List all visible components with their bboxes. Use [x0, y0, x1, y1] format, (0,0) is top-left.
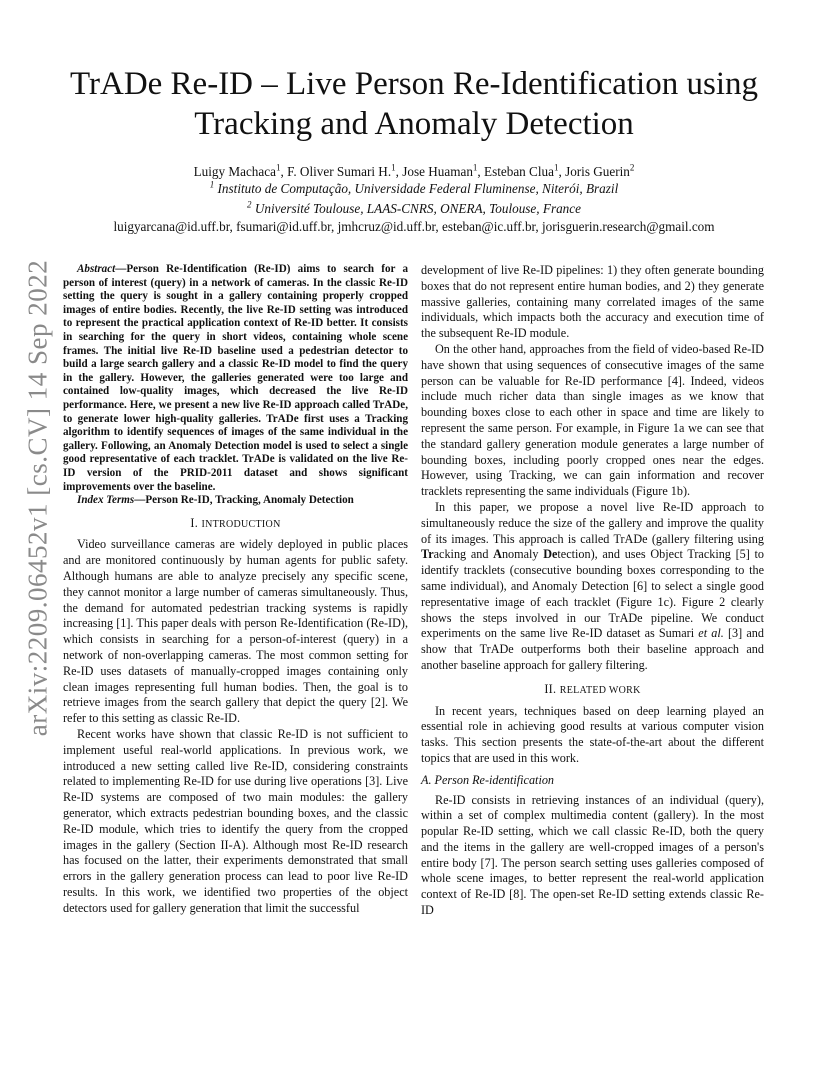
title-line-1: TrADe Re-ID – Live Person Re-Identification using: [70, 66, 758, 102]
author-emails: luigyarcana@id.uff.br, fsumari@id.uff.br, jmhcruz@id.uff.br, esteban@ic.uff.br, jorisguerin.research@gmail.com: [113, 219, 715, 234]
affiliation-2: $^2$ Université Toulouse, LAAS-CNRS, ONERA, Toulouse, France: [247, 199, 581, 216]
intro-paragraph-4: On the other hand, approaches from the field of video-based Re-ID have shown that using sequences of consecutive images of the same person can be valuable for Re-ID performance [4]. Indeed, videos include much richer data than single images as we know that bounding boxes close to each other in space and time are likely to represent the same person. For example, in Figure 1a we can see that the standard gallery generation module generates a large number of bounding boxes, including poorly cropped ones near the edges. However, using Tracking, we can gain information and recover tracklets representing the same individuals (Figure 1b).: [421, 341, 764, 499]
related-paragraph-1: In recent years, techniques based on deep learning played an essential role in achieving good results at various computer vision tasks. This section presents the state-of-the-art about the different topics that are used in this work.: [421, 703, 764, 765]
author: Luigy Machaca: [193, 164, 276, 179]
reid-paragraph-1: Re-ID consists in retrieving instances of an individual (query), within a set of complex multimedia content (gallery). In the most popular Re-ID setting, which we call classic Re-ID, both the query and the items in the gallery are well-cropped images of a person's entire body [7]. The person search setting uses galleries composed of whole scene images, to better represent the real-world application context of Re-ID [8]. The open-set Re-ID setting extends classic Re-ID: [421, 792, 764, 918]
author: F. Oliver Sumari H.: [287, 164, 392, 179]
right-column: [421, 263, 764, 919]
author: Jose Huaman: [402, 164, 473, 179]
section-heading-related-work: II. RELATED WORK: [544, 681, 641, 696]
author-list: Luigy Machaca$^1$, F. Oliver Sumari H.$^1$, Jose Huaman$^1$, Esteban Clua$^1$, Joris Guerin$^2$: [193, 162, 635, 179]
subsection-heading-person-reid: A. Person Re-identification: [421, 772, 555, 787]
section-heading-introduction: I. INTRODUCTION: [190, 515, 281, 530]
arxiv-identifier: arXiv:2209.06452v1 [cs.CV] 14 Sep 2022: [22, 259, 53, 737]
paper-title: [40, 64, 788, 144]
intro-paragraph-1: Video surveillance cameras are widely deployed in public places and are monitored continuously by human agents for public safety. Although humans are able to analyze precisely any specific scene, they cannot monitor a large number of cameras simultaneously. Thus, the demand for automated pedestrian tracking systems is rapidly increasing [1]. This paper deals with person Re-Identification (Re-ID), which consists in searching for a person-of-interest (query) in a network of non-overlapping cameras. The most common setting for Re-ID uses datasets of manually-cropped images containing only clean images representing full human bodies. Then, the goal is to retrieve images from the search gallery that depict the query [2]. We refer to this setting as classic Re-ID.: [63, 537, 408, 726]
abstract: Abstract—Person Re-Identification (Re-ID) aims to search for a person of interest (query) in a network of cameras. In the classic Re-ID setting the query is sought in a gallery containing properly cropped images of entire bodies. Recently, the live Re-ID setting was introduced to represent the practical application context of Re-ID better. It consists in searching for the query in short videos, containing whole scene frames. The initial live Re-ID baseline used a pedestrian detector to build a large search gallery and a classic Re-ID model to find the query in the gallery. However, the galleries generated were too large and contained low-quality images, which decreased the live Re-ID performance. Here, we present a new live Re-ID approach called TrADe, to generate lower high-quality galleries. TrADe first uses a Tracking algorithm to identify sequences of images of the same individual in the gallery. Following, an Anomaly Detection model is used to select a single good representative of each tracklet. TrADe is validated on the live Re-ID version of the PRID-2011 dataset and shows significant improvements over the baseline.: [63, 263, 408, 493]
index-terms: Index Terms—Person Re-ID, Tracking, Anomaly Detection: [77, 494, 354, 507]
intro-paragraph-3: development of live Re-ID pipelines: 1) they often generate bounding boxes that do not represent entire human bodies, and 2) they generate massive galleries, containing many correlated images of the same individuals, which impacts both the accuracy and execution time of the subsequent Re-ID module.: [421, 263, 764, 341]
author: Esteban Clua: [484, 164, 554, 179]
intro-paragraph-2: Recent works have shown that classic Re-ID is not sufficient to implement useful real-world applications. In previous work, we introduced a new setting called live Re-ID, considering constraints related to implementing Re-ID for use during live operations [3]. Live Re-ID systems are composed of two main modules: the gallery generator, which extracts pedestrian bounding boxes, and the classic Re-ID module, which tries to identify the query from the cropped images in the gallery (Section II-A). Although most Re-ID research has focused on the latter, their experiments demonstrated that small errors in the gallery generation process can lead to poor live Re-ID results. In this work, we identified two properties of the object detectors used for gallery generation that limit the successful: [63, 727, 408, 915]
intro-paragraph-5: In this paper, we propose a novel live Re-ID approach to simultaneously reduce the size of the gallery and improve the quality of its images. This approach is called TrADe (gallery filtering using Tracking and Anomaly Detection), and uses Object Tracking [5] to identify tracklets (consecutive bounding boxes corresponding to the same individual), and Anomaly Detection [6] to select a single good representative image of each tracklet (Figure 1c). Figure 2 clearly shows the steps involved in our TrADe pipeline. We conduct experiments on the same live Re-ID dataset as Sumari et al. [3] and show that TrADe outperforms both their baseline approach and another baseline approach for gallery filtering.: [421, 499, 764, 672]
author: Joris Guerin: [565, 164, 630, 179]
left-column: [63, 263, 408, 917]
affiliation-1: $^1$ Instituto de Computação, Universidade Federal Fluminense, Niterói, Brazil: [209, 179, 619, 196]
title-line-2: Tracking and Anomaly Detection: [194, 106, 634, 142]
